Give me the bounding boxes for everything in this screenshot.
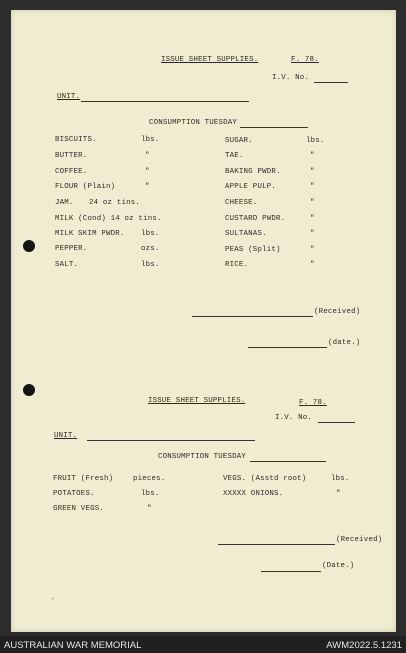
sheet1-left-unit: 24 oz tins. bbox=[89, 199, 140, 207]
sheet1-right-unit: " bbox=[310, 261, 315, 269]
sheet2-consumption: CONSUMPTION TUESDAY bbox=[158, 453, 247, 461]
sheet1-form-number: F. 78. bbox=[291, 56, 319, 64]
sheet1-right-name: TAE. bbox=[225, 152, 244, 160]
sheet2-row-right: VEGS. (Asstd root) bbox=[223, 475, 307, 483]
sheet1-left-name: SALT. bbox=[55, 261, 79, 269]
sheet1-consumption-line bbox=[240, 127, 308, 128]
sheet2-row-right-unit: " bbox=[336, 490, 341, 498]
archive-footer bbox=[0, 636, 406, 653]
sheet1-left-name: FLOUR (Plain) bbox=[55, 183, 116, 191]
document-sheet bbox=[11, 10, 396, 632]
sheet2-date-label: (Date.) bbox=[322, 562, 355, 570]
sheet2-row-right-unit: lbs. bbox=[331, 475, 350, 483]
sheet1-right-name: APPLE PULP. bbox=[225, 183, 276, 191]
sheet1-left-unit: lbs. bbox=[141, 136, 160, 144]
sheet1-left-name: BUTTER. bbox=[55, 152, 88, 160]
sheet2-row-left-unit: lbs. bbox=[141, 490, 160, 498]
sheet1-received-line bbox=[192, 316, 313, 317]
sheet1-right-unit: lbs. bbox=[306, 137, 325, 145]
pencil-tick-mark: ◜ bbox=[51, 596, 55, 603]
sheet1-left-name: MILK (Cond) 14 oz tins. bbox=[55, 215, 162, 223]
sheet1-right-unit: " bbox=[310, 230, 315, 238]
sheet1-left-unit: " bbox=[145, 183, 150, 191]
sheet1-date-label: (date.) bbox=[328, 339, 361, 347]
sheet1-left-unit: lbs. bbox=[141, 261, 160, 269]
footer-reference: AWM2022.5.1231 bbox=[326, 640, 402, 651]
sheet1-right-name: RICE. bbox=[225, 261, 249, 269]
sheet1-date-line bbox=[248, 347, 327, 348]
sheet1-right-unit: " bbox=[310, 183, 315, 191]
sheet1-right-name: PEAS (Split) bbox=[225, 246, 281, 254]
sheet2-iv-label: I.V. No. bbox=[275, 414, 313, 422]
sheet1-right-name: SUGAR. bbox=[225, 137, 253, 145]
sheet1-title: ISSUE SHEET SUPPLIES. bbox=[161, 56, 259, 64]
sheet2-row-right: XXXXX ONIONS. bbox=[223, 490, 284, 498]
sheet1-consumption: CONSUMPTION TUESDAY bbox=[149, 119, 238, 127]
sheet1-unit-line bbox=[81, 101, 249, 102]
sheet1-right-name: SULTANAS. bbox=[225, 230, 267, 238]
sheet1-left-name: PEPPER. bbox=[55, 245, 88, 253]
sheet1-left-name: MILK SKIM PWDR. bbox=[55, 230, 125, 238]
sheet2-iv-line bbox=[318, 422, 355, 423]
sheet1-unit-label: UNIT. bbox=[57, 93, 81, 101]
sheet1-left-unit: lbs. bbox=[141, 230, 160, 238]
sheet1-right-unit: " bbox=[310, 246, 315, 254]
sheet1-right-name: BAKING PWDR. bbox=[225, 168, 281, 176]
sheet1-right-unit: " bbox=[310, 199, 315, 207]
sheet1-left-unit: " bbox=[145, 168, 150, 176]
sheet2-row-left: POTATOES. bbox=[53, 490, 95, 498]
sheet2-row-left: FRUIT (Fresh) bbox=[53, 475, 114, 483]
sheet1-iv-label: I.V. No. bbox=[272, 74, 310, 82]
sheet2-unit-label: UNIT. bbox=[54, 432, 78, 440]
sheet2-title: ISSUE SHEET SUPPLIES. bbox=[148, 397, 246, 405]
sheet1-right-unit: " bbox=[310, 215, 315, 223]
sheet1-right-unit: " bbox=[310, 168, 315, 176]
sheet1-left-name: BISCUITS. bbox=[55, 136, 97, 144]
sheet1-left-unit: ozs. bbox=[141, 245, 160, 253]
sheet2-received-label: (Received) bbox=[336, 536, 383, 544]
sheet2-row-left-unit: pieces. bbox=[133, 475, 166, 483]
punch-hole-bottom bbox=[23, 384, 35, 396]
sheet2-consumption-line bbox=[250, 461, 326, 462]
sheet2-unit-line bbox=[87, 440, 255, 441]
sheet2-row-left-unit: " bbox=[147, 505, 152, 513]
sheet1-iv-line bbox=[314, 82, 348, 83]
sheet2-received-line bbox=[218, 544, 335, 545]
sheet1-left-name: COFFEE. bbox=[55, 168, 88, 176]
sheet1-received-label: (Received) bbox=[314, 308, 361, 316]
sheet1-left-unit: " bbox=[145, 152, 150, 160]
sheet1-left-name: JAM. bbox=[55, 199, 74, 207]
sheet1-right-name: CHEESE. bbox=[225, 199, 258, 207]
punch-hole-top bbox=[23, 240, 35, 252]
sheet1-right-unit: " bbox=[310, 152, 315, 160]
sheet2-form-number: F. 78. bbox=[299, 399, 327, 407]
footer-source: AUSTRALIAN WAR MEMORIAL bbox=[4, 640, 142, 651]
sheet2-row-left: GREEN VEGS. bbox=[53, 505, 104, 513]
sheet2-date-line bbox=[261, 571, 321, 572]
sheet1-right-name: CUSTARD PWDR. bbox=[225, 215, 286, 223]
